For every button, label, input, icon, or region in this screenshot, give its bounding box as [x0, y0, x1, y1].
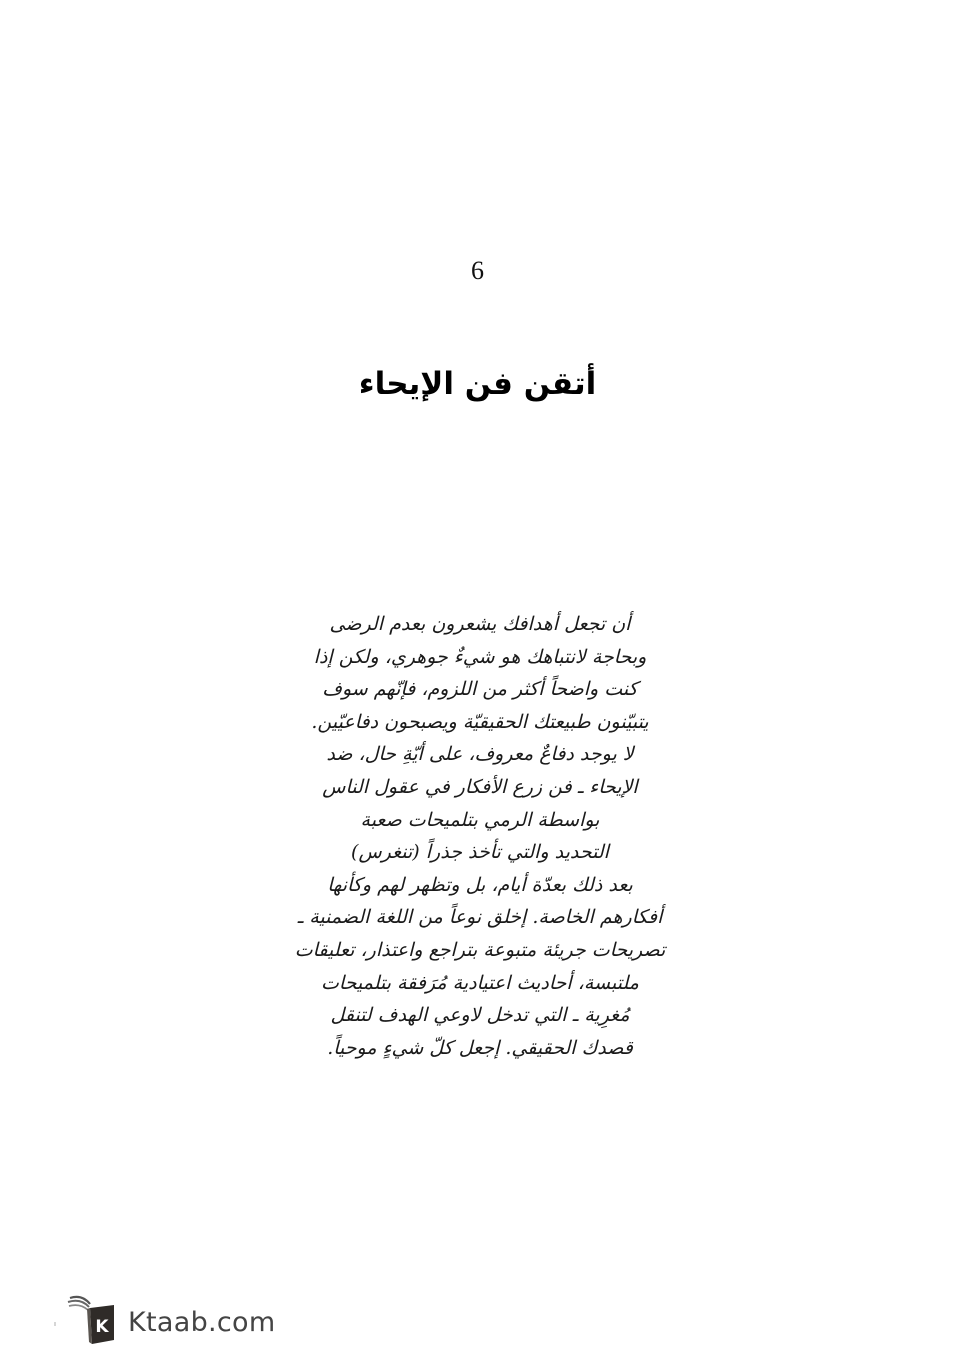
body-line: بعد ذلك بعدّة أيام، بل وتظهر لهم وكأنها: [327, 873, 633, 896]
logo-text: Ktaab.com: [128, 1306, 276, 1338]
ktaab-logo[interactable]: [64, 1290, 275, 1346]
body-line: قصدك الحقيقي. إجعل كلّ شيءٍ موحياً.: [327, 1036, 633, 1059]
body-line: لا يوجد دفاعٌ معروف، على أيّةِ حال، ضد: [326, 743, 634, 766]
body-line: ملتبسة، أحاديث اعتيادية مُرَفقة بتلميحات: [321, 971, 639, 994]
body-line: أفكارهم الخاصة. إخلق نوعاً من اللغة الضمنية ـ: [297, 906, 663, 929]
body-line: بواسطة الرمي بتلميحات صعبة: [360, 808, 600, 831]
body-line: تصريحات جريئة متبوعة بتراجع واعتذار، تعليقات: [294, 938, 666, 961]
body-line: التحديد والتي تأخذ جذراً (تنغرس): [351, 841, 609, 864]
body-line: وبحاجة لانتباهك هو شيءٌ جوهري، ولكن إذا: [313, 645, 647, 668]
chapter-title: أتقن فن الإيحاء: [358, 366, 597, 402]
body-line: مُغرِية ـ التي تدخل لاوعي الهدف لتنقل: [330, 1004, 630, 1027]
body-line: كنت واضحاً أكثر من اللزوم، فإنّهم سوف: [322, 678, 638, 701]
body-line: أن تجعل أهدافك يشعرون بعدم الرضى: [329, 613, 631, 635]
logo-letter: K: [95, 1317, 109, 1337]
body-line: يتبيّنون طبيعتك الحقيقيّة ويصبحون دفاعيّين.: [311, 710, 649, 733]
open-book-k-icon: [64, 1290, 120, 1346]
margin-mark: [54, 1322, 56, 1326]
page-number: 6: [471, 256, 484, 285]
body-paragraph: [282, 608, 678, 1064]
body-line: الإيحاء ـ فن زرع الأفكار في عقول الناس: [322, 775, 638, 798]
